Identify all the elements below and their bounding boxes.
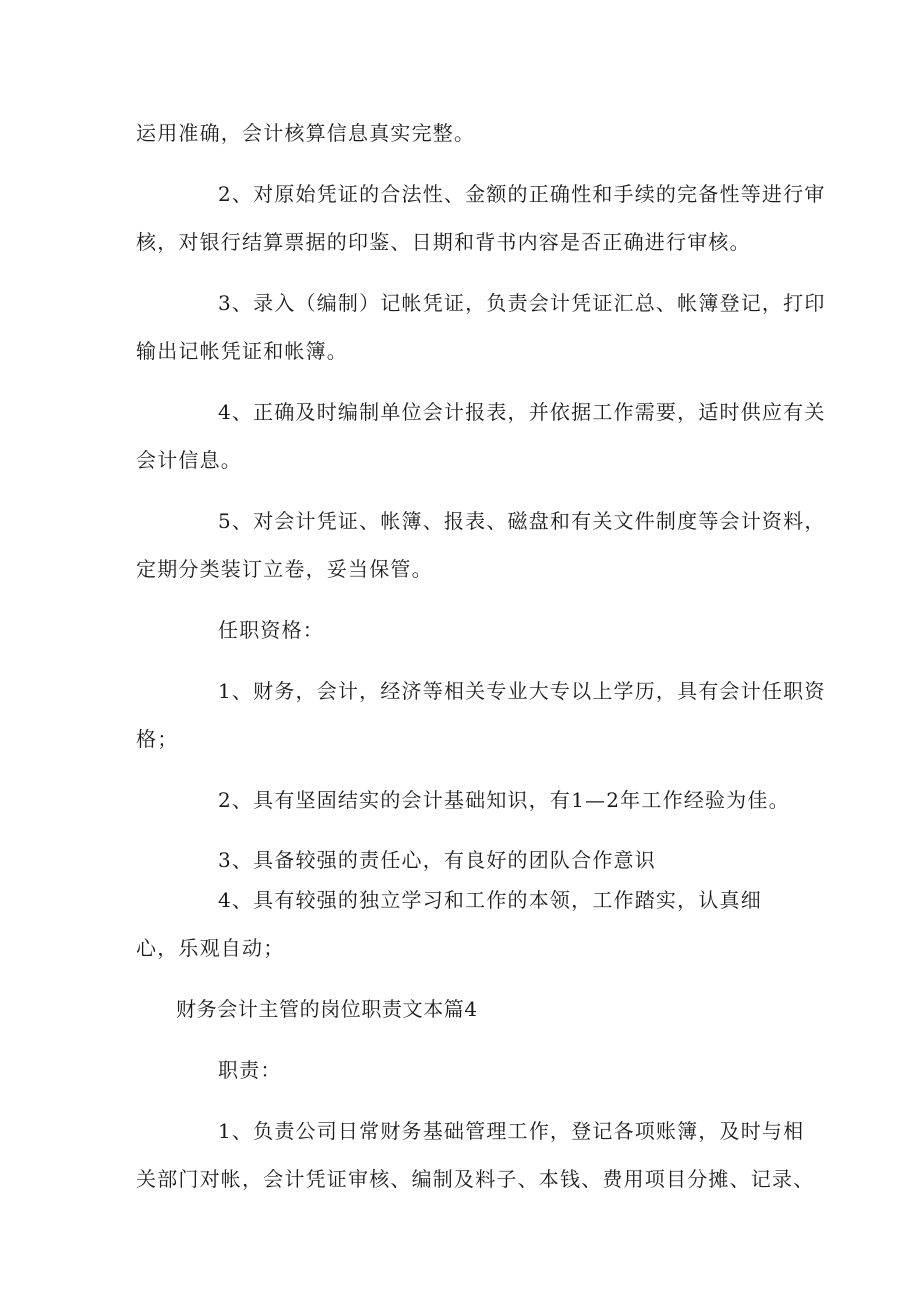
text-line: 1、财务，会计，经济等相关专业大专以上学历，具有会计任职资 — [218, 679, 826, 703]
text-line: 核，对银行结算票据的印鉴、日期和背书内容是否正确进行审核。 — [136, 230, 751, 254]
text-line: 输出记帐凭证和帐簿。 — [136, 339, 348, 363]
text-line: 定期分类装订立卷，妥当保管。 — [136, 557, 433, 581]
text-line: 4、正确及时编制单位会计报表，并依据工作需要，适时供应有关 — [218, 400, 826, 424]
text-line: 格； — [136, 727, 179, 751]
text-line: 3、录入（编制）记帐凭证，负责会计凭证汇总、帐簿登记，打印 — [218, 291, 826, 315]
text-line: 2、具有坚固结实的会计基础知识，有1—2年工作经验为佳。 — [218, 788, 790, 812]
section-heading: 财务会计主管的岗位职责文本篇4 — [176, 997, 478, 1021]
text-line: 4、具有较强的独立学习和工作的本领，工作踏实，认真细 — [218, 888, 762, 912]
text-line: 关部门对帐，会计凭证审核、编制及料子、本钱、费用项目分摊、记录、 — [136, 1167, 815, 1191]
text-line: 运用准确，会计核算信息真实完整。 — [136, 121, 476, 145]
text-line: 会计信息。 — [136, 448, 242, 472]
text-line: 2、对原始凭证的合法性、金额的正确性和手续的完备性等进行审 — [218, 182, 826, 206]
text-line: 3、具备较强的责任心，有良好的团队合作意识 — [218, 848, 656, 872]
text-line: 5、对会计凭证、帐簿、报表、磁盘和有关文件制度等会计资料， — [218, 509, 826, 533]
section-title: 职责： — [218, 1058, 282, 1082]
text-line: 1、负责公司日常财务基础管理工作，登记各项账簿，及时与相 — [218, 1119, 805, 1143]
section-title: 任职资格： — [218, 618, 324, 642]
text-line: 心，乐观自动； — [136, 936, 285, 960]
